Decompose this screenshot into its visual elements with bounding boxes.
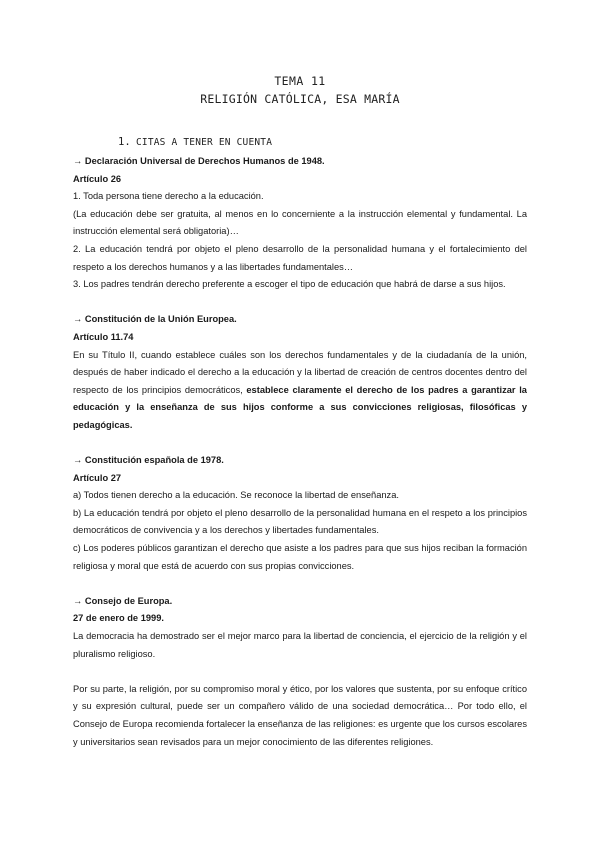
document-body	[73, 153, 527, 751]
spacer	[73, 575, 527, 593]
topic-number: TEMA 11	[274, 74, 326, 88]
paragraph: c) Los poderes públicos garantizan el derecho que asiste a los padres para que sus hijos reciban la formación religiosa y moral que está de acuerdo con sus propias convicciones.	[73, 543, 527, 571]
article-label: Artículo 11.74	[73, 331, 134, 342]
spacer	[73, 435, 527, 453]
paragraph	[73, 347, 527, 435]
paragraph: 2. La educación tendrá por objeto el pleno desarrollo de la personalidad humana y el fortalecimiento del respeto a los derechos humanos y a las libertades fundamentales…	[73, 243, 527, 272]
spacer	[73, 663, 527, 681]
topic-title: RELIGIÓN CATÓLICA, ESA MARÍA	[200, 92, 400, 106]
paragraph: b) La educación tendrá por objeto el pleno desarrollo de la personalidad humana en el respeto a los principios democráticos de convivencia y a los derechos y libertades fundamentales.	[73, 507, 527, 536]
paragraph: (La educación debe ser gratuita, al menos en lo concerniente a la instrucción elemental y fundamental. La instrucción elemental será obligatoria)…	[73, 208, 527, 237]
section-title: CITAS A TENER EN CUENTA	[136, 137, 273, 148]
spacer	[73, 294, 527, 312]
paragraph: 3. Los padres tendrán derecho preferente a escoger el tipo de educación que habrá de darse a sus hijos.	[73, 279, 506, 290]
paragraph: a) Todos tienen derecho a la educación. Se reconoce la libertad de enseñanza.	[73, 490, 399, 501]
source-heading: → Constitución de la Unión Europea.	[73, 314, 237, 325]
document-header	[0, 72, 600, 108]
article-label: Artículo 27	[73, 472, 122, 483]
paragraph-emphasis: establece claramente el derecho de los padres a garantizar la educación y la enseñanza de sus hijos conforme a sus convicciones religiosas, filosóficas y pedagógicas.	[73, 384, 527, 430]
date-label: 27 de enero de 1999.	[73, 613, 164, 624]
article-label: Artículo 26	[73, 173, 122, 184]
paragraph: Por su parte, la religión, por su compromiso moral y ético, por los valores que sustenta, por su enfoque crítico y su expresión cultural, puede ser un compañero válido de una sociedad democrática… Por todo ello, el Consejo de Europa recomienda fortalecer la enseñanza de las religiones: es urgente que los cursos escolares y universitarios sean revisados para un mejor conocimiento de las diferentes religiones.	[73, 683, 527, 747]
source-heading: → Constitución española de 1978.	[73, 455, 224, 466]
source-heading: → Declaración Universal de Derechos Humanos de 1948.	[73, 156, 325, 166]
paragraph-text: En su Título II, cuando establece cuáles son los derechos fundamentales y de la ciudadanía de la unión, después de haber indicado el derecho a la educación y la libertad de creación de centros docentes dentro del respecto de los principios democráticos,	[73, 349, 527, 395]
paragraph: 1. Toda persona tiene derecho a la educación.	[73, 191, 264, 202]
paragraph: La democracia ha demostrado ser el mejor marco para la libertad de conciencia, el ejercicio de la religión y el pluralismo religioso.	[73, 631, 527, 659]
source-heading: → Consejo de Europa.	[73, 595, 173, 606]
section-number: 1.	[118, 136, 131, 148]
section-heading	[118, 134, 272, 151]
